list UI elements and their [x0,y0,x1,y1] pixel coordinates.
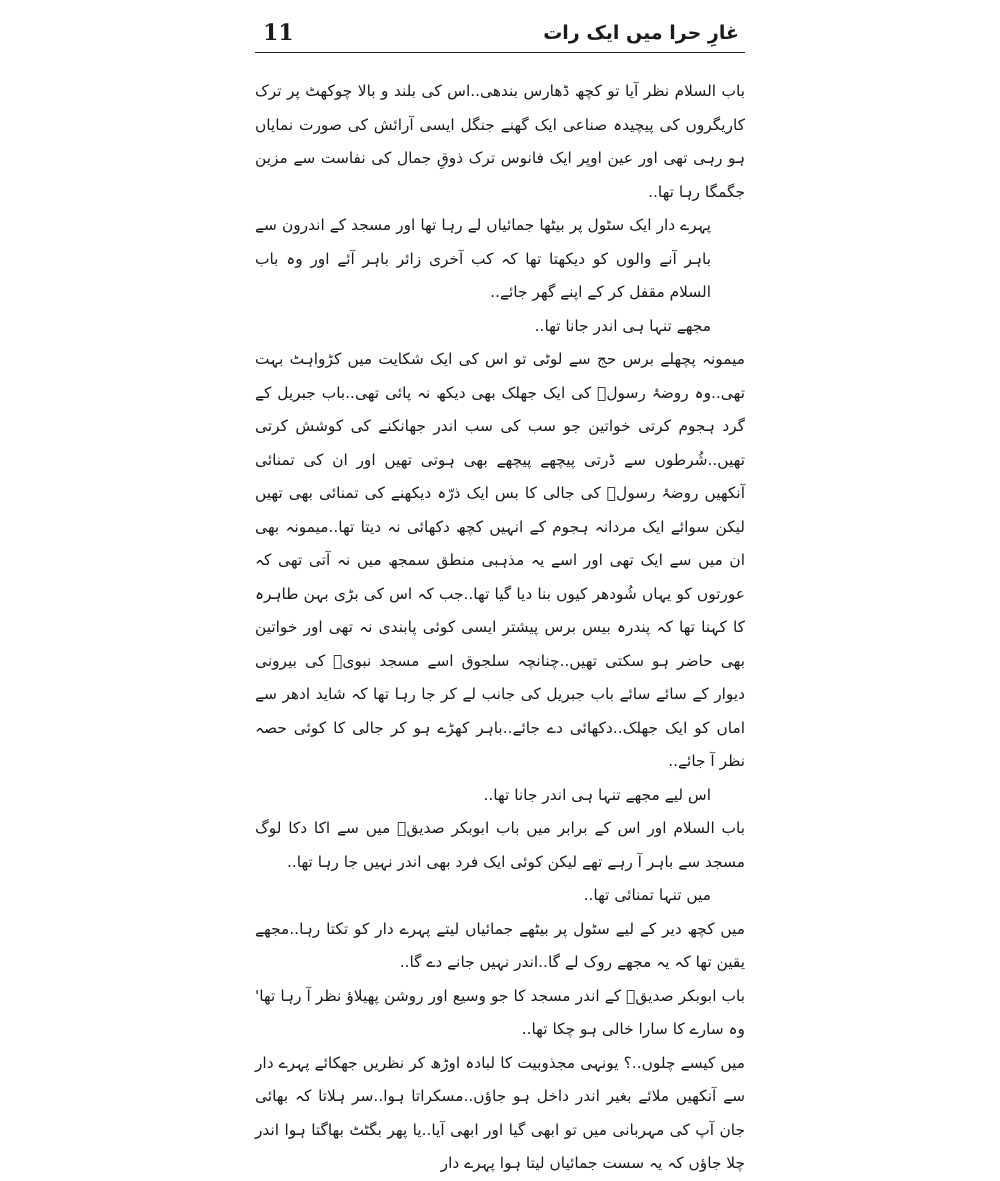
page-header [255,18,745,53]
book-page [255,18,745,1172]
running-head-title: غارِ حرا میں ایک رات [543,22,739,44]
paragraph: باب السلام نظر آیا تو کچھ ڈھارس بندھی..اس کی بلند و بالا چوکھٹ پر ترک کاریگروں کی پیچیدہ صناعی ایک گھنے جنگل ایسی آرائش کی صورت نمایاں ہو رہی تھی اور عین اوپر ایک فانوس ترک ذوقِ جمال کی نفاست سے مزین جگمگا رہا تھا.. [255,82,745,201]
paragraph: اس لیے مجھے تنہا ہی اندر جانا تھا.. [483,785,711,804]
page-number: 11 [263,20,294,46]
paragraph: میمونہ پچھلے برس حج سے لوٹی تو اس کی ایک شکایت میں کڑواہٹ بہت تھی..وہ روضۂ رسولؐ کی ایک جھلک بھی دیکھ نہ پائی تھی..باب جبریل کے گرد ہجوم کرتی خواتین جو سب کی سب اندر جھانکنے کی کوشش کرتی تھیں..شُرطوں سے ڈرتی پیچھے پیچھے بھی ہوتی تھیں اور ان کی تمنائی آنکھیں روضۂ رسولؐ کی جالی کا بس ایک ذرّہ دیکھنے کی تمنائی بھی تھیں لیکن سوائے ایک مردانہ ہجوم کے انہیں کچھ دکھائی نہ دیتا تھا..میمونہ بھی ان میں سے ایک تھی اور اسے یہ مذہبی منطق سمجھ میں نہ آتی تھی کہ عورتوں کو یہاں شُودھر کیوں بنا دیا گیا تھا..جب کہ اس کی بڑی بہن طاہرہ کا کہنا تھا کہ پندرہ بیس برس پیشتر ایسی کوئی پابندی نہ تھی اور خواتین بھی حاضر ہو سکتی تھیں..چنانچہ سلجوق اسے مسجد نبویؐ کی بیرونی دیوار کے سائے سائے باب جبریل کی جانب لے کر جا رہا تھا کہ شاید ادھر سے اماں کو ایک جھلک..دکھائی دے جائے..باہر کھڑے ہو کر جالی کا کوئی حصہ نظر آ جائے.. [255,350,745,770]
paragraph: پہرے دار ایک سٹول پر بیٹھا جمائیاں لے رہا تھا اور مسجد کے اندرون سے باہر آنے والوں کو دیکھتا تھا کہ کب آخری زائر باہر آئے اور وہ باب السلام مقفل کر کے اپنے گھر جائے.. [255,216,711,301]
page-body [255,75,745,1181]
paragraph: مجھے تنہا ہی اندر جانا تھا.. [534,316,711,335]
paragraph: باب ابوبکر صدیقؓ کے اندر مسجد کا جو وسیع اور روشن پھیلاؤ نظر آ رہا تھا' وہ سارے کا سارا خالی ہو چکا تھا.. [255,986,745,1038]
paragraph: میں کچھ دیر کے لیے سٹول پر بیٹھے جمائیاں لیتے پہرے دار کو تکتا رہا..مجھے یقین تھا کہ یہ مجھے روک لے گا..اندر نہیں جانے دے گا.. [255,919,745,971]
paragraph: باب السلام اور اس کے برابر میں باب ابوبکر صدیقؓ میں سے اکا دکا لوگ مسجد سے باہر آ رہے تھے لیکن کوئی ایک فرد بھی اندر نہیں جا رہا تھا.. [255,819,745,871]
paragraph: میں کیسے چلوں..؟ یونہی مجذوبیت کا لبادہ اوڑھ کر نظریں جھکائے پہرے دار سے آنکھیں ملائے بغیر اندر داخل ہو جاؤں..مسکراتا ہوا..سر ہلاتا کہ بھائی جان آپ کی مہربانی میں تو ابھی گیا اور ابھی آیا..یا پھر بگٹٹ بھاگتا ہوا اندر چلا جاؤں کہ یہ سست جمائیاں لیتا ہوا پہرے دار [255,1053,745,1172]
paragraph: میں تنہا تمنائی تھا.. [583,886,711,904]
